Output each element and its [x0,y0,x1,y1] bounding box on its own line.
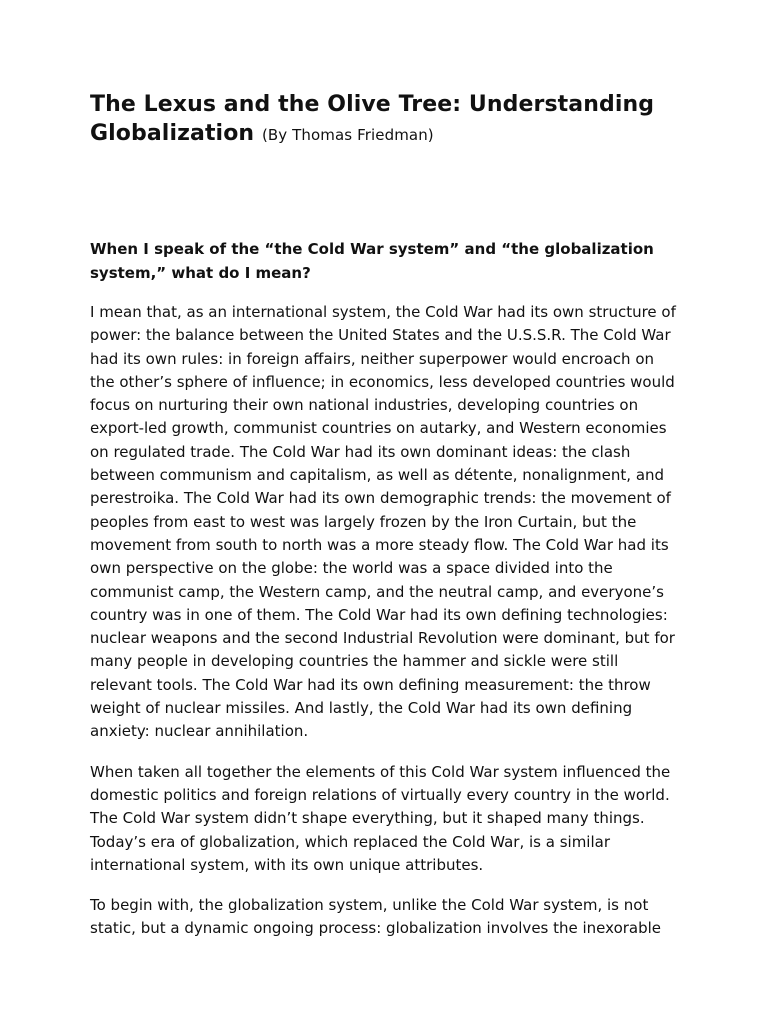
section-question: When I speak of the “the Cold War system” and “the globalization system,” what do I mean? [90,240,654,282]
title-text: The Lexus and the Olive Tree: Understanding Globalization [90,92,655,146]
author-byline: (By Thomas Friedman) [261,126,434,144]
body-paragraph-2: When taken all together the elements of this Cold War system influenced the domestic politics and foreign relations of virtually every country in the world. The Cold War system didn’t shape everything, but it shaped many things. Today’s era of globalization, which replaced the Cold War, is a similar international system, with its own unique attributes. [90,762,671,874]
body-paragraph-1: I mean that, as an international system, the Cold War had its own structure of power: the balance between the United States and the U.S.S.R. The Cold War had its own rules: in foreign affairs, neither superpower would encroach on the other’s sphere of influence; in economics, less developed countries would focus on nurturing their own national industries, developing countries on export-led growth, communist countries on autarky, and Western economies on regulated trade. The Cold War had its own dominant ideas: the clash between communism and capitalism, as well as détente, nonalignment, and perestroika. The Cold War had its own demographic trends: the movement of peoples from east to west was largely frozen by the Iron Curtain, but the movement from south to north was a more steady flow. The Cold War had its own perspective on the globe: the world was a space divided into the communist camp, the Western camp, and the neutral camp, and everyone’s country was in one of them. The Cold War had its own defining technologies: nuclear weapons and the second Industrial Revolution were dominant, but for many people in developing countries the hammer and sickle were still relevant tools. The Cold War had its own defining measurement: the throw weight of nuclear missiles. And lastly, the Cold War had its own defining anxiety: nuclear annihilation. [90,303,676,741]
body-paragraph-3: To begin with, the globalization system, unlike the Cold War system, is not static, but a dynamic ongoing process: globalization involves the inexorable [90,896,662,938]
document-page [90,90,680,941]
document-title [90,90,680,150]
